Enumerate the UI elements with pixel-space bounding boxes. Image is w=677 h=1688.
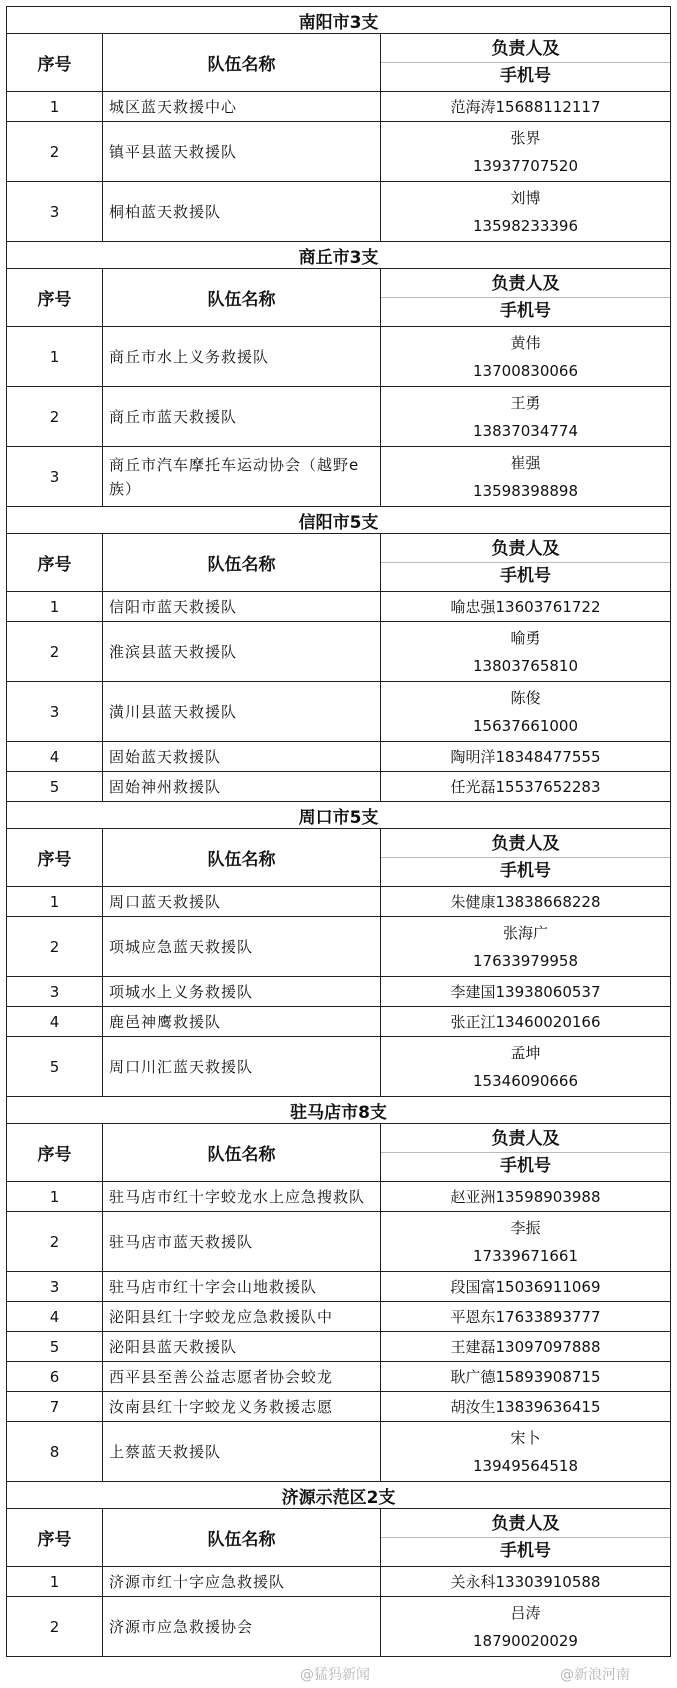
row-team [103,1302,381,1332]
row-team [103,1597,381,1657]
table-row [7,1422,671,1482]
row-num: 1 [7,1567,103,1597]
team-name: 项城应急蓝天救援队 [109,938,254,956]
row-num: 3 [7,682,103,742]
watermark-right: @新浪河南 [560,1667,630,1683]
header-num: 序号 [7,1509,103,1567]
row-team [103,772,381,802]
header-contact [381,34,671,92]
row-contact [381,1272,671,1302]
row-contact [381,1007,671,1037]
table-row [7,1272,671,1302]
table-row [7,592,671,622]
section-table [6,1096,671,1482]
team-name: 驻马店市红十字会山地救援队 [109,1278,318,1296]
table-row [7,887,671,917]
table-row [7,742,671,772]
team-name: 驻马店市红十字蛟龙水上应急搜救队 [109,1187,366,1206]
team-name: 淮滨县蓝天救援队 [109,643,238,661]
contact-phone: 17339671661 [473,1246,578,1265]
row-contact [381,977,671,1007]
header-contact-line2: 手机号 [381,297,670,324]
row-team [103,1212,381,1272]
section-table [6,6,671,242]
row-team [103,327,381,387]
row-team [103,92,381,122]
header-team: 队伍名称 [103,534,381,592]
section-title: 信阳市5支 [7,507,671,534]
team-name: 周口川汇蓝天救援队 [109,1058,254,1076]
contact-name: 李振 [510,1218,541,1237]
contact-phone: 13949564518 [473,1456,578,1475]
table-row [7,1332,671,1362]
row-contact [381,742,671,772]
row-contact [381,917,671,977]
table-row [7,1302,671,1332]
contact-phone: 13598233396 [473,216,578,235]
row-team [103,1007,381,1037]
contact-phone: 18790020029 [473,1631,578,1650]
contact-phone: 13937707520 [473,156,578,175]
header-num: 序号 [7,34,103,92]
table-row [7,772,671,802]
table-row [7,622,671,682]
row-num: 3 [7,1272,103,1302]
header-contact-line1: 负责人及 [491,834,560,854]
contact-phone: 15346090666 [473,1071,578,1090]
section-table [6,241,671,507]
row-contact [381,92,671,122]
team-name: 信阳市蓝天救援队 [109,598,238,616]
table-row [7,1597,671,1657]
row-num: 1 [7,92,103,122]
row-team [103,447,381,507]
header-contact-line2: 手机号 [381,1537,670,1564]
header-contact-line1: 负责人及 [491,39,560,59]
contact-name: 张界 [510,128,541,147]
contact-phone: 15637661000 [473,716,578,735]
table-row [7,92,671,122]
row-num: 2 [7,387,103,447]
row-contact [381,622,671,682]
contact-combined: 朱健康13838668228 [450,893,601,911]
row-contact [381,772,671,802]
row-contact [381,1332,671,1362]
row-contact [381,682,671,742]
row-contact [381,447,671,507]
contact-name: 崔强 [510,453,541,472]
header-team: 队伍名称 [103,829,381,887]
section-table [6,801,671,1097]
header-contact-line1: 负责人及 [491,539,560,559]
team-name: 桐柏蓝天救援队 [109,203,222,221]
row-contact [381,1037,671,1097]
contact-combined: 王建磊13097097888 [450,1338,601,1356]
header-contact [381,1509,671,1567]
contact-combined: 耿广德15893908715 [450,1368,601,1386]
contact-combined: 喻忠强13603761722 [450,598,601,616]
row-num: 2 [7,122,103,182]
row-contact [381,1212,671,1272]
team-name: 周口蓝天救援队 [109,893,222,911]
row-team [103,122,381,182]
team-name: 商丘市水上义务救援队 [109,348,270,366]
contact-combined: 范海涛15688112117 [450,98,601,116]
row-contact [381,122,671,182]
header-contact-line2: 手机号 [381,1152,670,1179]
row-num: 2 [7,622,103,682]
table-row [7,1567,671,1597]
team-name: 驻马店市蓝天救援队 [109,1233,254,1251]
contact-name: 吕涛 [510,1603,541,1622]
row-num: 2 [7,1212,103,1272]
row-contact [381,1597,671,1657]
row-num: 4 [7,742,103,772]
team-name: 项城水上义务救援队 [109,983,254,1001]
row-contact [381,887,671,917]
table-row [7,682,671,742]
row-num: 3 [7,977,103,1007]
header-team: 队伍名称 [103,1124,381,1182]
row-contact [381,1392,671,1422]
row-num: 8 [7,1422,103,1482]
row-contact [381,182,671,242]
row-num: 7 [7,1392,103,1422]
contact-name: 孟坤 [510,1043,541,1062]
row-team [103,682,381,742]
header-contact-line1: 负责人及 [491,274,560,294]
header-contact-line1: 负责人及 [491,1514,560,1534]
contact-combined: 张正江13460020166 [450,1013,601,1031]
row-team [103,387,381,447]
contact-combined: 陶明洋18348477555 [450,748,601,766]
row-num: 2 [7,1597,103,1657]
header-contact-line2: 手机号 [381,62,670,89]
team-name: 泌阳县红十字蛟龙应急救援队中 [109,1308,334,1326]
header-num: 序号 [7,1124,103,1182]
team-name: 汝南县红十字蛟龙义务救援志愿 [109,1398,334,1416]
table-row [7,447,671,507]
contact-combined: 关永科13303910588 [450,1573,601,1591]
table-row [7,387,671,447]
row-team [103,592,381,622]
contact-name: 刘博 [510,188,541,207]
row-contact [381,1362,671,1392]
contact-combined: 李建国13938060537 [450,983,601,1001]
contact-combined: 胡汝生13839636415 [450,1398,601,1416]
row-team [103,622,381,682]
row-team [103,977,381,1007]
contact-phone: 13598398898 [473,481,578,500]
table-row [7,1037,671,1097]
row-team [103,182,381,242]
table-row [7,1007,671,1037]
table-row [7,122,671,182]
row-team [103,917,381,977]
team-name: 济源市应急救援协会 [109,1618,254,1636]
table-row [7,327,671,387]
header-team: 队伍名称 [103,269,381,327]
contact-name: 王勇 [510,393,541,412]
section-title: 南阳市3支 [7,7,671,34]
row-team [103,887,381,917]
row-num: 2 [7,917,103,977]
contact-name: 张海广 [503,923,549,942]
header-contact-line1: 负责人及 [491,1129,560,1149]
header-contact [381,1124,671,1182]
row-num: 1 [7,1182,103,1212]
row-contact [381,1422,671,1482]
team-name: 固始蓝天救援队 [109,748,222,766]
header-contact-line2: 手机号 [381,857,670,884]
row-contact [381,1182,671,1212]
section-title: 周口市5支 [7,802,671,829]
team-name: 泌阳县蓝天救援队 [109,1338,238,1356]
row-num: 5 [7,1332,103,1362]
watermark-left: @猛犸新闻 [300,1667,370,1683]
team-name: 镇平县蓝天救援队 [109,143,238,161]
table-row [7,1362,671,1392]
section-table [6,506,671,802]
contact-name: 喻勇 [510,628,541,647]
team-name: 上蔡蓝天救援队 [109,1443,222,1461]
row-contact [381,1567,671,1597]
team-name: 商丘市汽车摩托车运动协会（越野e族） [109,455,360,498]
table-row [7,1182,671,1212]
row-team [103,742,381,772]
section-title: 济源示范区2支 [7,1482,671,1509]
table-row [7,182,671,242]
row-num: 6 [7,1362,103,1392]
team-name: 潢川县蓝天救援队 [109,703,238,721]
row-team [103,1392,381,1422]
header-contact [381,269,671,327]
section-title: 商丘市3支 [7,242,671,269]
row-num: 1 [7,887,103,917]
contact-combined: 平恩东17633893777 [450,1308,601,1326]
header-num: 序号 [7,829,103,887]
team-name: 商丘市蓝天救援队 [109,408,238,426]
team-name: 济源市红十字应急救援队 [109,1573,286,1591]
row-team [103,1332,381,1362]
contact-name: 宋卜 [510,1428,541,1447]
contact-combined: 任光磊15537652283 [450,778,601,796]
contact-phone: 13803765810 [473,656,578,675]
row-team [103,1272,381,1302]
table-row [7,1392,671,1422]
row-contact [381,592,671,622]
row-team [103,1037,381,1097]
header-contact [381,534,671,592]
row-num: 5 [7,1037,103,1097]
contact-name: 黄伟 [510,333,541,352]
rescue-team-sheet [6,6,670,1657]
table-row [7,917,671,977]
row-num: 1 [7,327,103,387]
header-team: 队伍名称 [103,34,381,92]
table-row [7,977,671,1007]
row-contact [381,387,671,447]
row-team [103,1567,381,1597]
row-num: 3 [7,182,103,242]
contact-combined: 段国富15036911069 [450,1278,601,1296]
contact-name: 陈俊 [510,688,541,707]
header-contact [381,829,671,887]
row-num: 5 [7,772,103,802]
section-title: 驻马店市8支 [7,1097,671,1124]
contact-phone: 13837034774 [473,421,578,440]
contact-phone: 13700830066 [473,361,578,380]
contact-phone: 17633979958 [473,951,578,970]
header-num: 序号 [7,534,103,592]
row-num: 1 [7,592,103,622]
header-team: 队伍名称 [103,1509,381,1567]
table-row [7,1212,671,1272]
team-name: 西平县至善公益志愿者协会蛟龙 [109,1368,334,1386]
section-table [6,1481,671,1657]
row-team [103,1362,381,1392]
row-team [103,1422,381,1482]
header-contact-line2: 手机号 [381,562,670,589]
team-name: 城区蓝天救援中心 [109,98,238,116]
row-contact [381,327,671,387]
team-name: 鹿邑神鹰救援队 [109,1013,222,1031]
header-num: 序号 [7,269,103,327]
row-num: 4 [7,1302,103,1332]
row-contact [381,1302,671,1332]
contact-combined: 赵亚洲13598903988 [450,1188,601,1206]
team-name: 固始神州救援队 [109,778,222,796]
row-num: 3 [7,447,103,507]
row-num: 4 [7,1007,103,1037]
row-team [103,1182,381,1212]
